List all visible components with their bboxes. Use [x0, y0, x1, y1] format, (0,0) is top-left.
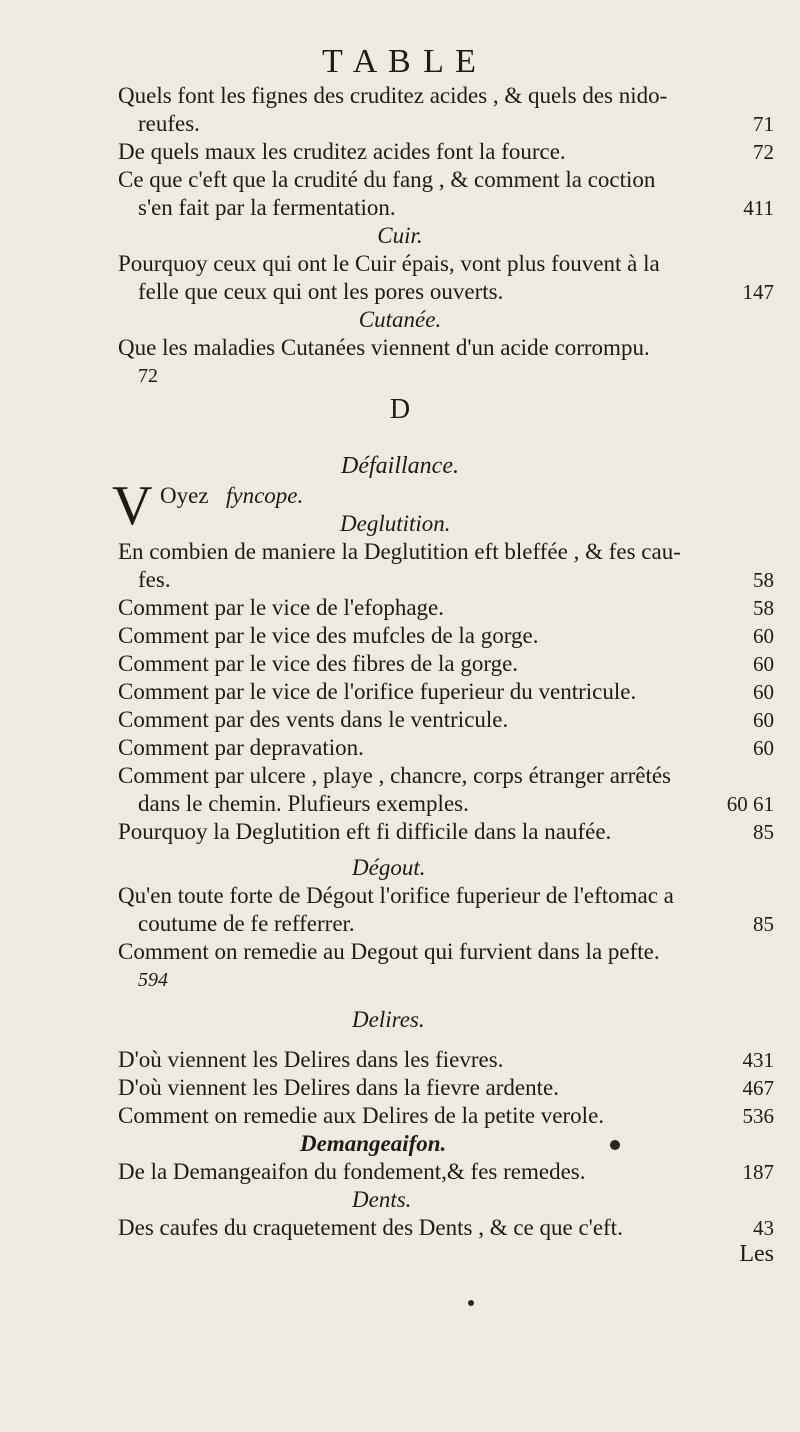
entry-text: Comment par le vice des mufcles de la gorge.: [118, 623, 539, 648]
entry-text: Pourquoy ceux qui ont le Cuir épais, vont plus fouvent à la: [118, 251, 660, 276]
entry-text: Comment par le vice de l'orifice fuperieur du ventricule.: [118, 679, 637, 704]
page-number: 467: [742, 1076, 774, 1100]
section-heading: Dégout.: [352, 855, 426, 880]
section-letter: D: [389, 394, 411, 425]
entry-text: Comment par des vents dans le ventricule.: [118, 707, 509, 732]
page-number: 147: [742, 280, 774, 304]
section-heading: Dents.: [352, 1187, 412, 1212]
page-number: 58: [753, 596, 774, 620]
entry-text: coutume de fe refferrer.: [138, 911, 355, 936]
section-heading: Demangeaifon.: [300, 1131, 447, 1156]
page-number: 411: [743, 196, 774, 220]
ink-blot: [610, 1140, 620, 1150]
section-heading: Cuir.: [377, 223, 423, 248]
page-number: 58: [753, 568, 774, 592]
voyez-word: Oyez: [160, 483, 209, 508]
catchword: Les: [739, 1241, 774, 1267]
cross-reference: fyncope.: [226, 483, 304, 508]
page-header-title: T A B L E: [322, 43, 478, 80]
entry-text: Qu'en toute forte de Dégout l'orifice fuperieur de l'eftomac a: [118, 883, 674, 908]
entry-text: fes.: [138, 567, 171, 592]
entry-text: D'où viennent les Delires dans les fievres.: [118, 1047, 504, 1072]
section-heading: Cutanée.: [358, 307, 442, 332]
entry-text: Des caufes du craquetement des Dents , & ce que c'eft.: [118, 1215, 623, 1240]
section-heading: Deglutition.: [340, 511, 451, 536]
entry-text: 72: [138, 365, 158, 387]
entry-text: dans le chemin. Plufieurs exemples.: [138, 791, 469, 816]
entry-text: Comment par ulcere , playe , chancre, corps étranger arrêtés: [118, 763, 671, 788]
entry-text: reufes.: [138, 111, 200, 136]
entry-text: De quels maux les cruditez acides font la fource.: [118, 139, 566, 164]
entry-text: Comment par le vice de l'efophage.: [118, 595, 445, 620]
entry-text: Que les maladies Cutanées viennent d'un acide corrompu.: [118, 335, 650, 360]
entry-text: 594: [138, 969, 168, 991]
page-number: 60: [753, 736, 774, 760]
section-heading: Défaillance.: [341, 453, 459, 479]
drop-cap-v: V: [112, 475, 153, 537]
entry-text: Ce que c'eft que la crudité du fang , & comment la coction: [118, 167, 656, 192]
page-number: 60: [753, 708, 774, 732]
entry-text: s'en fait par la fermentation.: [138, 195, 396, 220]
ink-dot: [468, 1300, 474, 1306]
entry-text: Quels font les fignes des cruditez acides , & quels des nido-: [118, 83, 668, 108]
page-number: 43: [753, 1216, 774, 1240]
entry-text: Comment on remedie au Degout qui furvient dans la pefte.: [118, 939, 660, 964]
entry-text: felle que ceux qui ont les pores ouverts.: [138, 279, 504, 304]
page-number: 71: [753, 112, 774, 136]
page-number: 85: [753, 820, 774, 844]
page-number: 85: [753, 912, 774, 936]
page-number: 60 61: [726, 792, 774, 816]
page-number: 187: [742, 1160, 774, 1184]
entry-text: Pourquoy la Deglutition eft fi difficile dans la naufée.: [118, 819, 612, 844]
entry-text: En combien de maniere la Deglutition eft bleffée , & fes cau-: [118, 539, 681, 564]
page-number: 60: [753, 680, 774, 704]
page-number: 72: [753, 140, 774, 164]
page-number: 536: [742, 1104, 774, 1128]
page-number: 60: [753, 624, 774, 648]
entry-text: D'où viennent les Delires dans la fievre ardente.: [118, 1075, 559, 1100]
entry-text: Comment on remedie aux Delires de la petite verole.: [118, 1103, 605, 1128]
section-heading: Delires.: [352, 1007, 425, 1032]
page-number: 431: [742, 1048, 774, 1072]
entry-text: Comment par le vice des fibres de la gorge.: [118, 651, 519, 676]
entry-text: Comment par depravation.: [118, 735, 364, 760]
page-number: 60: [753, 652, 774, 676]
entry-text: De la Demangeaifon du fondement,& fes remedes.: [118, 1159, 586, 1184]
